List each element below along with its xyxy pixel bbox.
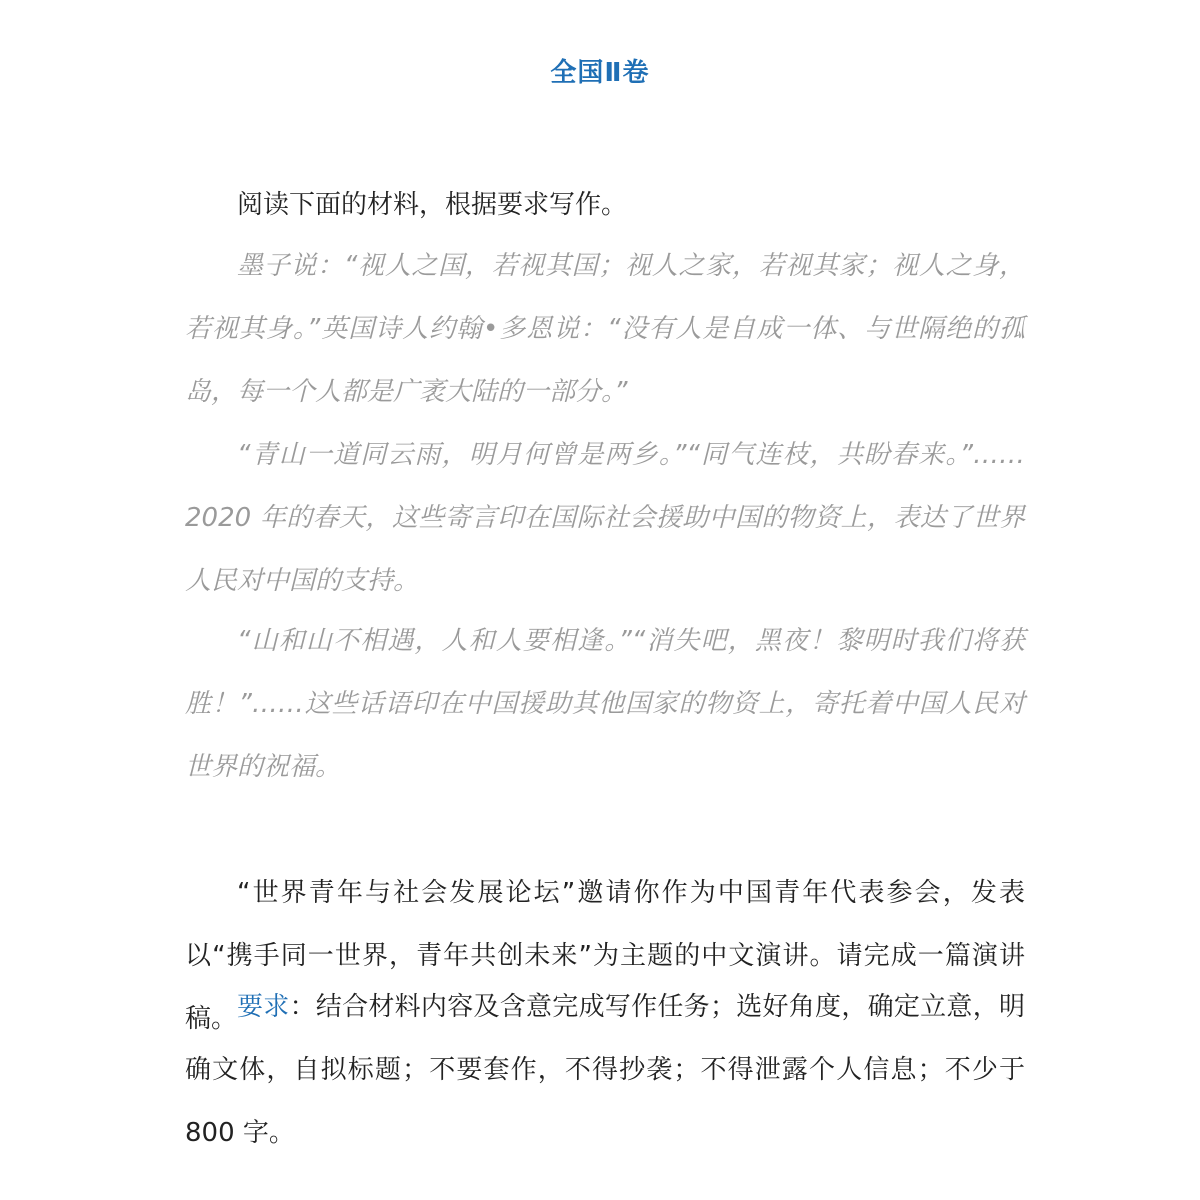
page-title: 全国Ⅱ卷: [550, 58, 650, 88]
material-quote-3: “山和山不相遇，人和人要相逢。”“消失吧，黑夜！黎明时我们将获胜！”……这些话语印在中国援助其他国家的物资上，寄托着中国人民对世界的祝福。: [185, 626, 1025, 782]
material-quote-1: 墨子说：“视人之国，若视其国；视人之家，若视其家；视人之身，若视其身。”英国诗人约翰•多恩说：“没有人是自成一体、与世隔绝的孤岛，每一个人都是广袤大陆的一部分。”: [185, 251, 1025, 407]
requirements-text: ：结合材料内容及含意完成写作任务；选好角度，确定立意，明确文体，自拟标题；不要套作，不得抄袭；不得泄露个人信息；不少于 800 字。: [185, 992, 1025, 1148]
task-paragraph: “世界青年与社会发展论坛”邀请你作为中国青年代表参会，发表以“携手同一世界，青年共创未来”为主题的中文演讲。请完成一篇演讲稿。: [185, 878, 1025, 1034]
instruction-text: 阅读下面的材料，根据要求写作。: [237, 190, 628, 220]
material-quote-2: “青山一道同云雨，明月何曾是两乡。”“同气连枝，共盼春来。”……2020 年的春天，这些寄言印在国际社会援助中国的物资上，表达了世界人民对中国的支持。: [185, 440, 1025, 596]
requirements-label: 要求: [237, 992, 290, 1022]
requirements-paragraph: [185, 976, 1025, 1165]
